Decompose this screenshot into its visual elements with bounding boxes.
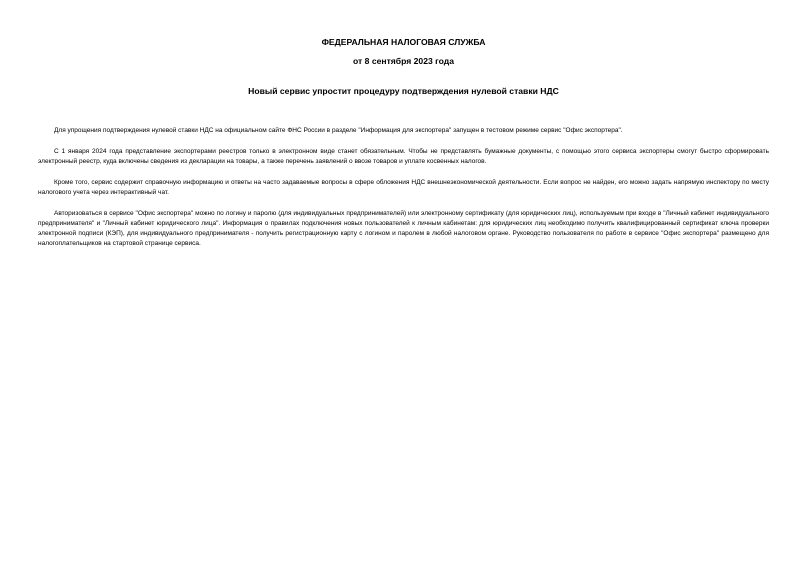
- body-paragraph-4: [38, 209, 769, 249]
- body-paragraph-3: [38, 178, 769, 198]
- paragraph-text: Кроме того, сервис содержит справочную информацию и ответы на часто задаваемые вопросы в сфере обложения НДС внешнеэкономической деятельности. Если вопрос не найден, его можно задать напрямую инспектору по месту налогового учета через интерактивный чат.: [38, 179, 769, 196]
- body-paragraph-2: [38, 147, 769, 167]
- organization-name: ФЕДЕРАЛЬНАЯ НАЛОГОВАЯ СЛУЖБА: [321, 37, 486, 47]
- document-date: от 8 сентября 2023 года: [353, 56, 454, 66]
- document-title: Новый сервис упростит процедуру подтверждения нулевой ставки НДС: [248, 86, 559, 96]
- paragraph-text: С 1 января 2024 года представление экспортерами реестров только в электронном виде станет обязательным. Чтобы не представлять бумажные документы, с помощью этого сервиса экспортеры смогут быстро сформировать электронный реестр, куда включены сведения из декларации на товары, а также перечень заявлений о ввозе товаров и уплате косвенных налогов.: [38, 148, 769, 165]
- body-paragraph-1: [38, 126, 769, 136]
- paragraph-text: Для упрощения подтверждения нулевой ставки НДС на официальном сайте ФНС России в разделе "Информация для экспортера" запущен в тестовом режиме сервис "Офис экспортера".: [54, 127, 623, 134]
- paragraph-text: Авторизоваться в сервисе "Офис экспортера" можно по логину и паролю (для индивидуальных предпринимателей) или электронному сертификату (для юридических лиц), используемым при входе в "Личный кабинет индивидуального предпринимателя" и "Личный кабинет юридического лица". Информация о правилах подключения новых пользователей к личным кабинетам: для юридических лиц необходимо получить квалифицированный сертификат ключа проверки электронной подписи (КЭП), для индивидуального предпринимателя - получить регистрационную карту с логином и паролем в любой налоговом органе. Руководство пользователя по работе в сервисе "Офис экспортера" размещено для налогоплательщиков на стартовой странице сервиса.: [38, 210, 769, 247]
